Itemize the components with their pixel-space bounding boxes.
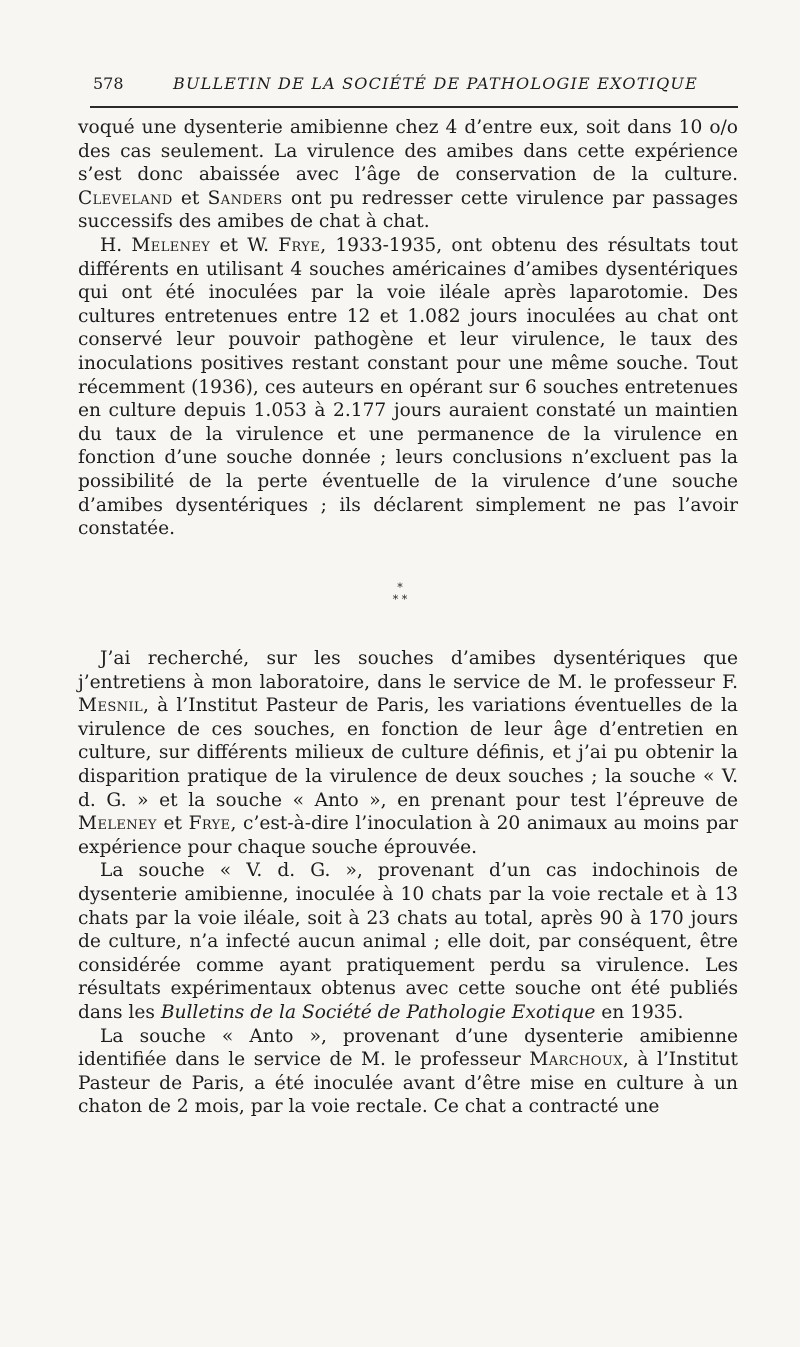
text-run: , 1933-1935, ont obtenu des résultats tout différents en utilisant 4 souches américaines d’amibes dysentériques qui ont été inoculées par la voie iléale après laparotomie. Des cultures entretenues entre 12 et 1.082 jours inoculées au chat ont conservé leur pouvoir pathogène et leur virulence, le taux des inoculations positives restant constant pour une même souche. Tout récemment (1936), ces auteurs en opérant sur 6 souches entretenues en culture depuis 1.053 à 2.177 jours auraient constaté un maintien du taux de la virulence et une permanence de la virulence en fonction d’une souche donnée ; leurs conclusions n’excluent pas la possibilité de la perte éventuelle de la virulence d’une souche d’amibes dysentériques ; ils déclarent simplement ne pas l’avoir constatée. [78,234,738,540]
text-run: La souche « V. d. G. », provenant d’un cas indochinois de dysenterie amibienne, inoculée à 10 chats par la voie rectale et à 13 chats par la voie iléale, soit à 23 chats au total, après 90 à 170 jours de culture, n’a infecté aucun animal ; elle doit, par conséquent, être considérée comme ayant pratiquement perdu sa virulence. Les résultats expérimentaux obtenus avec cette souche ont été publiés dans les [78,860,738,1023]
text-run: , c’est-à-dire l’inoculation à 20 animaux au moins par expérience pour chaque souche éprouvée. [78,813,738,858]
text-run: et [156,813,189,835]
text-run: et [172,187,208,209]
separator-asterisk-top: * [397,581,403,594]
text-run: en 1935. [595,1001,684,1023]
text-run: J’ai recherché, sur les souches d’amibes dysentériques que j’entretiens à mon laboratoire, dans le service de M. le professeur F. [78,648,738,693]
author-name: Mesnil [78,695,143,717]
author-name: Meleney [78,813,157,835]
text-run: H. [100,234,132,256]
author-name: Meleney [131,234,211,256]
paragraph [78,859,738,1024]
text-run: voqué une dysenterie amibienne chez 4 d’entre eux, soit dans 10 o/o des cas seulement. La virulence des amibes dans cette expérience s’est donc abaissée avec l’âge de conservation de la culture. [78,117,738,186]
paragraph [78,647,738,859]
text-block-1 [78,116,738,541]
running-title: BULLETIN DE LA SOCIÉTÉ DE PATHOLOGIE EXOTIQUE [173,74,698,93]
text-run: , à l’Institut Pasteur de Paris, a été inoculée avant d’être mise en culture à un chaton de 2 mois, par la voie rectale. Ce chat a contracté une [78,1049,739,1118]
author-name: Frye [278,234,321,256]
author-name: Marchoux [529,1049,623,1071]
author-name: Cleveland [78,187,173,209]
author-name: Frye [188,813,231,835]
author-name: Sanders [207,187,283,209]
text-run: La souche « Anto », provenant d’une dysenterie amibienne identifiée dans le service de M. le professeur [78,1025,738,1071]
paragraph [78,1025,738,1119]
header-rule [90,106,738,108]
page-number: 578 [93,74,124,93]
text-run: ont pu redresser cette virulence par passages successifs des amibes de chat à chat. [78,187,739,233]
separator-asterisks-bottom: * * [392,593,408,606]
page-header [93,72,738,104]
text-run: et W. [210,234,279,256]
text-run: , à l’Institut Pasteur de Paris, les variations éventuelles de la virulence de ces souches, en fonction de leur âge d’entretien en culture, sur différents milieux de culture définis, et j’ai pu obtenir la disparition pratique de la virulence de deux souches ; la souche « V. d. G. » et la souche « Anto », en prenant pour test l’épreuve de [78,695,738,811]
paragraph [78,116,738,234]
paragraph [78,234,738,541]
section-separator [360,582,440,622]
journal-title: Bulletins de la Société de Pathologie Exotique [160,1001,596,1023]
text-block-2 [78,647,738,1119]
